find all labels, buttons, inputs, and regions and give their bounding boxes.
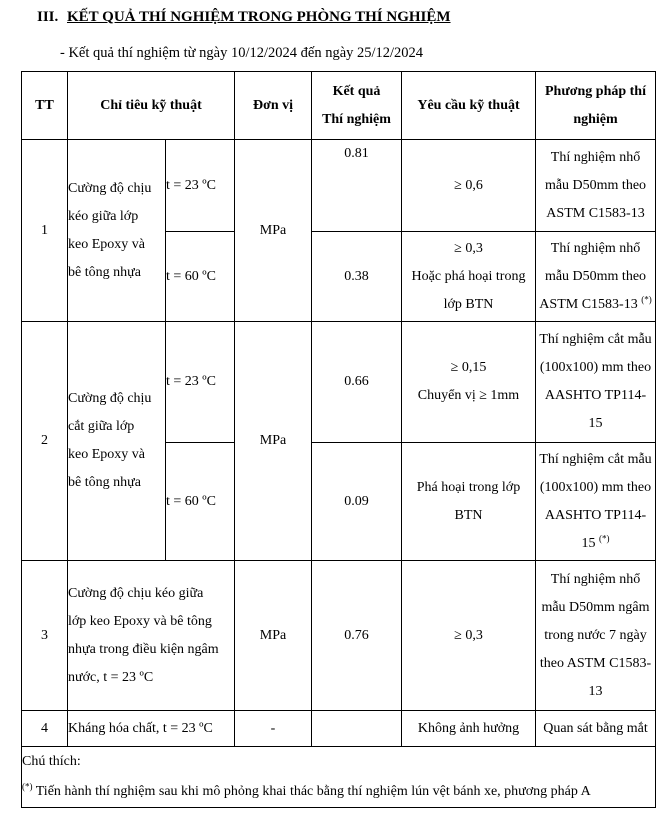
- table-row: [22, 711, 656, 747]
- row3-phuong-phap-line: Thí nghiệm nhổ: [550, 571, 641, 587]
- row3-yeu-cau: [402, 561, 536, 711]
- row1-yeu-cau-a-line: ≥ 0,6: [454, 177, 483, 193]
- header-phuong-phap-line2: nghiệm: [573, 111, 618, 127]
- header-don-vi: Đơn vị: [235, 72, 312, 140]
- table-header-row: [22, 72, 656, 140]
- row3-ket-qua: 0.76: [312, 561, 402, 711]
- row2-yeu-cau-a-line: Chuyển vị ≥ 1mm: [417, 388, 520, 403]
- notes-text: [22, 777, 655, 807]
- row1-ket-qua-b: 0.38: [312, 232, 402, 322]
- row2-yeu-cau-a: [402, 322, 536, 443]
- row1-phuong-phap-b-line: Thí nghiệm nhổ: [550, 240, 641, 256]
- row1-phuong-phap-a-line: ASTM C1583-13: [546, 205, 645, 221]
- row2-phuong-phap-b-line: Thí nghiệm cắt mẫu: [539, 451, 652, 467]
- row2-chi-tieu-line: cắt giữa lớp: [68, 419, 135, 434]
- row1-temp-a: t = 23 ºC: [166, 140, 235, 232]
- header-phuong-phap-line1: Phương pháp thí: [545, 83, 646, 99]
- row2-phuong-phap-a-line: AASHTO TP114-: [544, 388, 647, 403]
- row3-phuong-phap-line: theo ASTM C1583-: [539, 655, 652, 671]
- table-row: [22, 561, 656, 711]
- header-tt: TT: [22, 72, 68, 140]
- row1-method-text: ASTM C1583-13: [539, 296, 638, 312]
- row1-yeu-cau-b: [402, 232, 536, 322]
- row1-chi-tieu-line: bê tông nhựa: [68, 264, 141, 280]
- row3-tt: 3: [22, 561, 68, 711]
- row3-phuong-phap-line: mẫu D50mm ngâm: [541, 599, 650, 615]
- row4-tt: 4: [22, 711, 68, 747]
- row2-chi-tieu: [68, 322, 166, 561]
- test-period: - Kết quả thí nghiệm từ ngày 10/12/2024 đến ngày 25/12/2024: [60, 45, 424, 61]
- row2-temp-b: t = 60 ºC: [166, 443, 235, 561]
- row2-phuong-phap-b: [536, 443, 656, 561]
- row3-yeu-cau-line: ≥ 0,3: [454, 627, 483, 643]
- section-number: III.: [37, 9, 59, 25]
- row1-ket-qua-a: 0.81: [312, 140, 402, 232]
- row1-chi-tieu-line: Cường độ chịu: [68, 180, 152, 196]
- row1-yeu-cau-a: [402, 140, 536, 232]
- row1-don-vi: MPa: [235, 140, 312, 322]
- row2-yeu-cau-b: [402, 443, 536, 561]
- header-chi-tieu: Chỉ tiêu kỹ thuật: [68, 72, 235, 140]
- notes-label: Chú thích:: [22, 754, 81, 769]
- row2-phuong-phap-b-line: AASHTO TP114-: [544, 507, 647, 523]
- header-ket-qua-line1: Kết quả: [332, 83, 381, 99]
- row2-ket-qua-b: 0.09: [312, 443, 402, 561]
- row2-tt: 2: [22, 322, 68, 561]
- row3-phuong-phap: [536, 561, 656, 711]
- row2-phuong-phap-a-line: Thí nghiệm cắt mẫu: [539, 332, 652, 347]
- row4-phuong-phap: Quan sát bằng mắt: [536, 711, 656, 747]
- row3-don-vi: MPa: [235, 561, 312, 711]
- row1-yeu-cau-b-line: ≥ 0,3: [454, 240, 483, 256]
- row3-chi-tieu-line: Cường độ chịu kéo giữa: [68, 585, 204, 601]
- row1-phuong-phap-b-line: mẫu D50mm theo: [544, 268, 647, 284]
- row2-yeu-cau-a-line: ≥ 0,15: [450, 360, 487, 375]
- table-row: [22, 322, 656, 443]
- row1-chi-tieu: [68, 140, 166, 322]
- row1-phuong-phap-b-line: [536, 291, 655, 319]
- row4-ket-qua: [312, 711, 402, 747]
- row1-tt: 1: [22, 140, 68, 322]
- row2-chi-tieu-line: keo Epoxy và: [68, 447, 145, 462]
- header-yeu-cau: Yêu cầu kỹ thuật: [402, 72, 536, 140]
- row1-phuong-phap-a: [536, 140, 656, 232]
- row2-phuong-phap-b-line: [536, 530, 655, 558]
- row2-ket-qua-a: 0.66: [312, 322, 402, 443]
- results-table: [21, 71, 656, 808]
- row1-chi-tieu-line: keo Epoxy và: [68, 236, 145, 252]
- table-row: [22, 140, 656, 232]
- row3-chi-tieu: [68, 561, 235, 711]
- footnote-marker: (*): [641, 293, 652, 304]
- row2-yeu-cau-b-line: BTN: [454, 507, 483, 523]
- row4-chi-tieu: Kháng hóa chất, t = 23 ºC: [68, 711, 235, 747]
- row3-chi-tieu-line: nhựa trong điều kiện ngâm: [68, 641, 219, 657]
- row1-phuong-phap-b: [536, 232, 656, 322]
- row2-phuong-phap-b-line: (100x100) mm theo: [539, 479, 652, 495]
- footnote-marker: (*): [22, 781, 33, 792]
- row2-chi-tieu-line: bê tông nhựa: [68, 475, 141, 490]
- row2-temp-a: t = 23 ºC: [166, 322, 235, 443]
- header-ket-qua: [312, 72, 402, 140]
- row2-chi-tieu-line: Cường độ chịu: [68, 391, 152, 406]
- row1-yeu-cau-b-line: Hoặc phá hoại trong: [411, 268, 526, 284]
- row4-yeu-cau: Không ảnh hưởng: [402, 711, 536, 747]
- notes-cell: [22, 747, 656, 808]
- row2-phuong-phap-a: [536, 322, 656, 443]
- row2-yeu-cau-b-line: Phá hoại trong lớp: [416, 479, 521, 495]
- row3-chi-tieu-line: lớp keo Epoxy và bê tông: [68, 613, 212, 629]
- row4-don-vi: -: [235, 711, 312, 747]
- notes-row: [22, 747, 656, 808]
- notes-body: Tiến hành thí nghiệm sau khi mô phỏng khai thác bằng thí nghiệm lún vệt bánh xe, phương pháp A: [32, 784, 591, 799]
- row1-phuong-phap-a-line: Thí nghiệm nhổ: [550, 149, 641, 165]
- row2-phuong-phap-a-line: 15: [588, 416, 603, 431]
- row3-chi-tieu-line: nước, t = 23 ºC: [68, 669, 154, 685]
- row1-yeu-cau-b-line: lớp BTN: [443, 296, 494, 312]
- row3-phuong-phap-line: trong nước 7 ngày: [544, 627, 647, 643]
- row1-temp-b: t = 60 ºC: [166, 232, 235, 322]
- footnote-marker: (*): [599, 532, 610, 543]
- section-heading: [37, 9, 451, 26]
- row3-phuong-phap-line: 13: [588, 683, 603, 699]
- section-title: KẾT QUẢ THÍ NGHIỆM TRONG PHÒNG THÍ NGHIỆM: [67, 9, 451, 25]
- header-phuong-phap: [536, 72, 656, 140]
- row1-chi-tieu-line: kéo giữa lớp: [68, 208, 139, 224]
- row2-phuong-phap-a-line: (100x100) mm theo: [539, 360, 652, 375]
- row2-don-vi: MPa: [235, 322, 312, 561]
- header-ket-qua-line2: Thí nghiệm: [322, 111, 391, 127]
- row1-phuong-phap-a-line: mẫu D50mm theo: [544, 177, 647, 193]
- row2-method-text: 15: [581, 535, 596, 551]
